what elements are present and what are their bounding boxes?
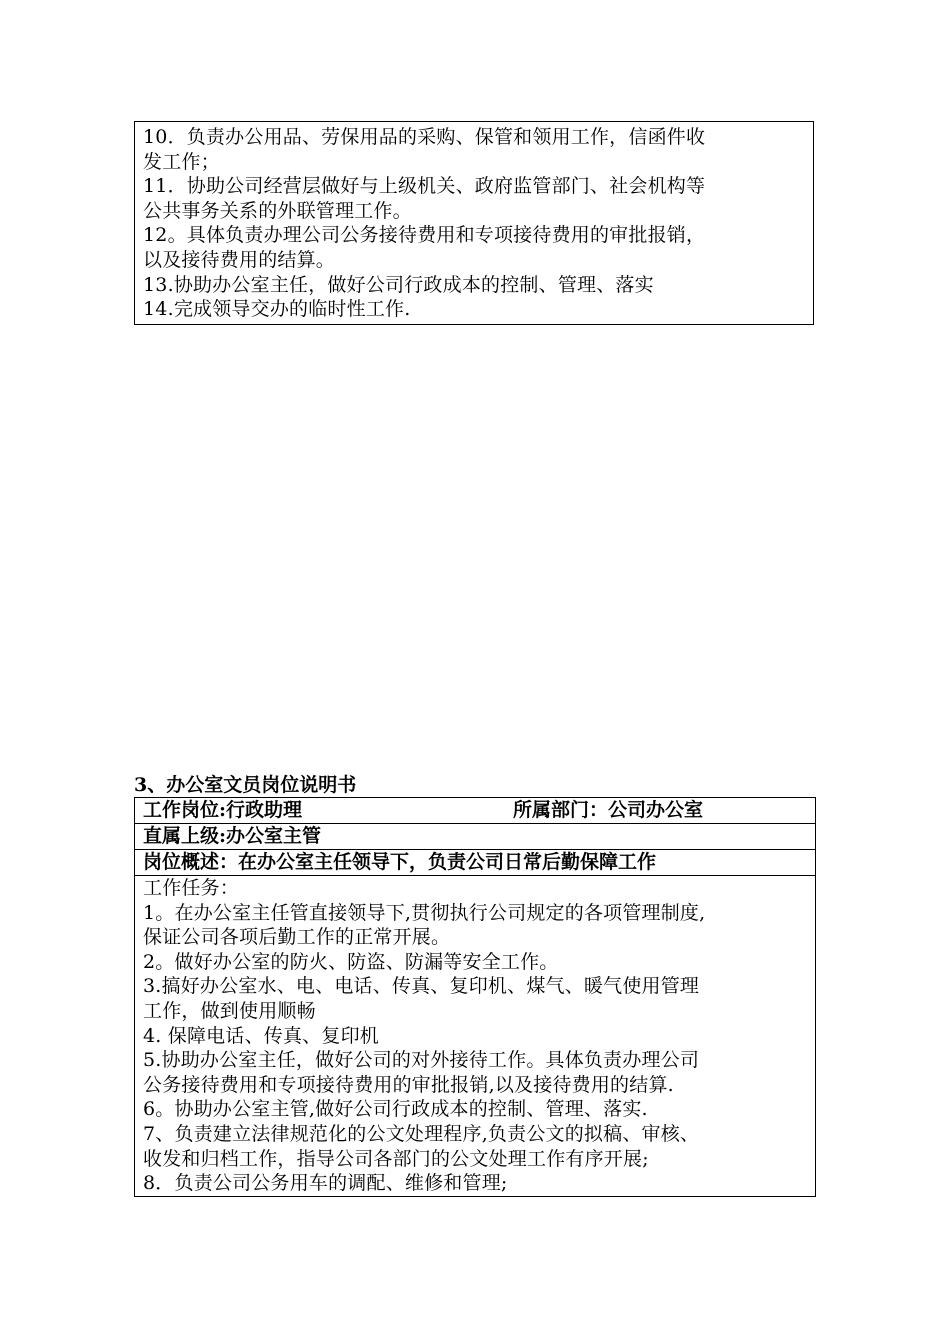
duty-line: 公共事务关系的外联管理工作。 [143,199,412,222]
task-line: 收发和归档工作，指导公司各部门的公文处理工作有序开展; [143,1147,649,1170]
duty-line: 13.协助办公室主任，做好公司行政成本的控制、管理、落实 [143,273,654,296]
task-line: 2。做好办公室的防火、防盗、防漏等安全工作。 [143,950,559,973]
task-line: 保证公司各项后勤工作的正常开展。 [143,926,451,949]
task-line: 7、负责建立法律规范化的公文处理程序,负责公文的拟稿、审核、 [143,1122,700,1145]
task-line: 5.协助办公室主任，做好公司的对外接待工作。具体负责办理公司 [143,1049,700,1072]
duty-line: 以及接待费用的结算。 [143,248,336,271]
task-line: 1。在办公室主任管直接领导下,贯彻执行公司规定的各项管理制度, [143,901,706,924]
duty-line: 10．负责办公用品、劳保用品的采购、保管和领用工作，信函件收 [143,126,706,148]
position-label: 工作岗位:行政助理 [143,799,303,821]
tasks-cell [135,876,816,1197]
duty-line: 发工作； [143,150,220,173]
department-label: 所属部门：公司办公室 [513,799,704,821]
table-row [135,798,816,824]
supervisor-cell: 直属上级:办公室主管 [135,824,816,850]
job-description-table [134,797,816,1197]
table-row [135,850,816,876]
task-line: 3.搞好办公室水、电、电话、传真、复印机、煤气、暖气使用管理 [143,975,700,998]
summary-cell: 岗位概述：在办公室主任领导下，负责公司日常后勤保障工作 [135,850,816,876]
section-heading: 3、办公室文员岗位说明书 [134,774,357,796]
position-cell [135,798,816,824]
table-row [135,876,816,1197]
task-line: 6。协助办公室主管,做好公司行政成本的控制、管理、落实. [143,1098,648,1121]
task-line: 工作任务： [143,877,240,899]
duties-continuation-box [134,121,814,325]
task-line: 公务接待费用和专项接待费用的审批报销,以及接待费用的结算. [143,1073,674,1096]
duty-line: 11．协助公司经营层做好与上级机关、政府监管部门、社会机构等 [143,175,706,198]
duty-line: 14.完成领导交办的临时性工作. [143,298,411,321]
task-line: 8．负责公司公务用车的调配、维修和管理; [143,1172,508,1195]
task-line: 4. 保障电话、传真、复印机 [143,1024,379,1047]
table-row [135,824,816,850]
duty-line: 12。具体负责办理公司公务接待费用和专项接待费用的审批报销， [143,224,706,247]
task-line: 工作，做到使用顺畅 [143,999,316,1022]
